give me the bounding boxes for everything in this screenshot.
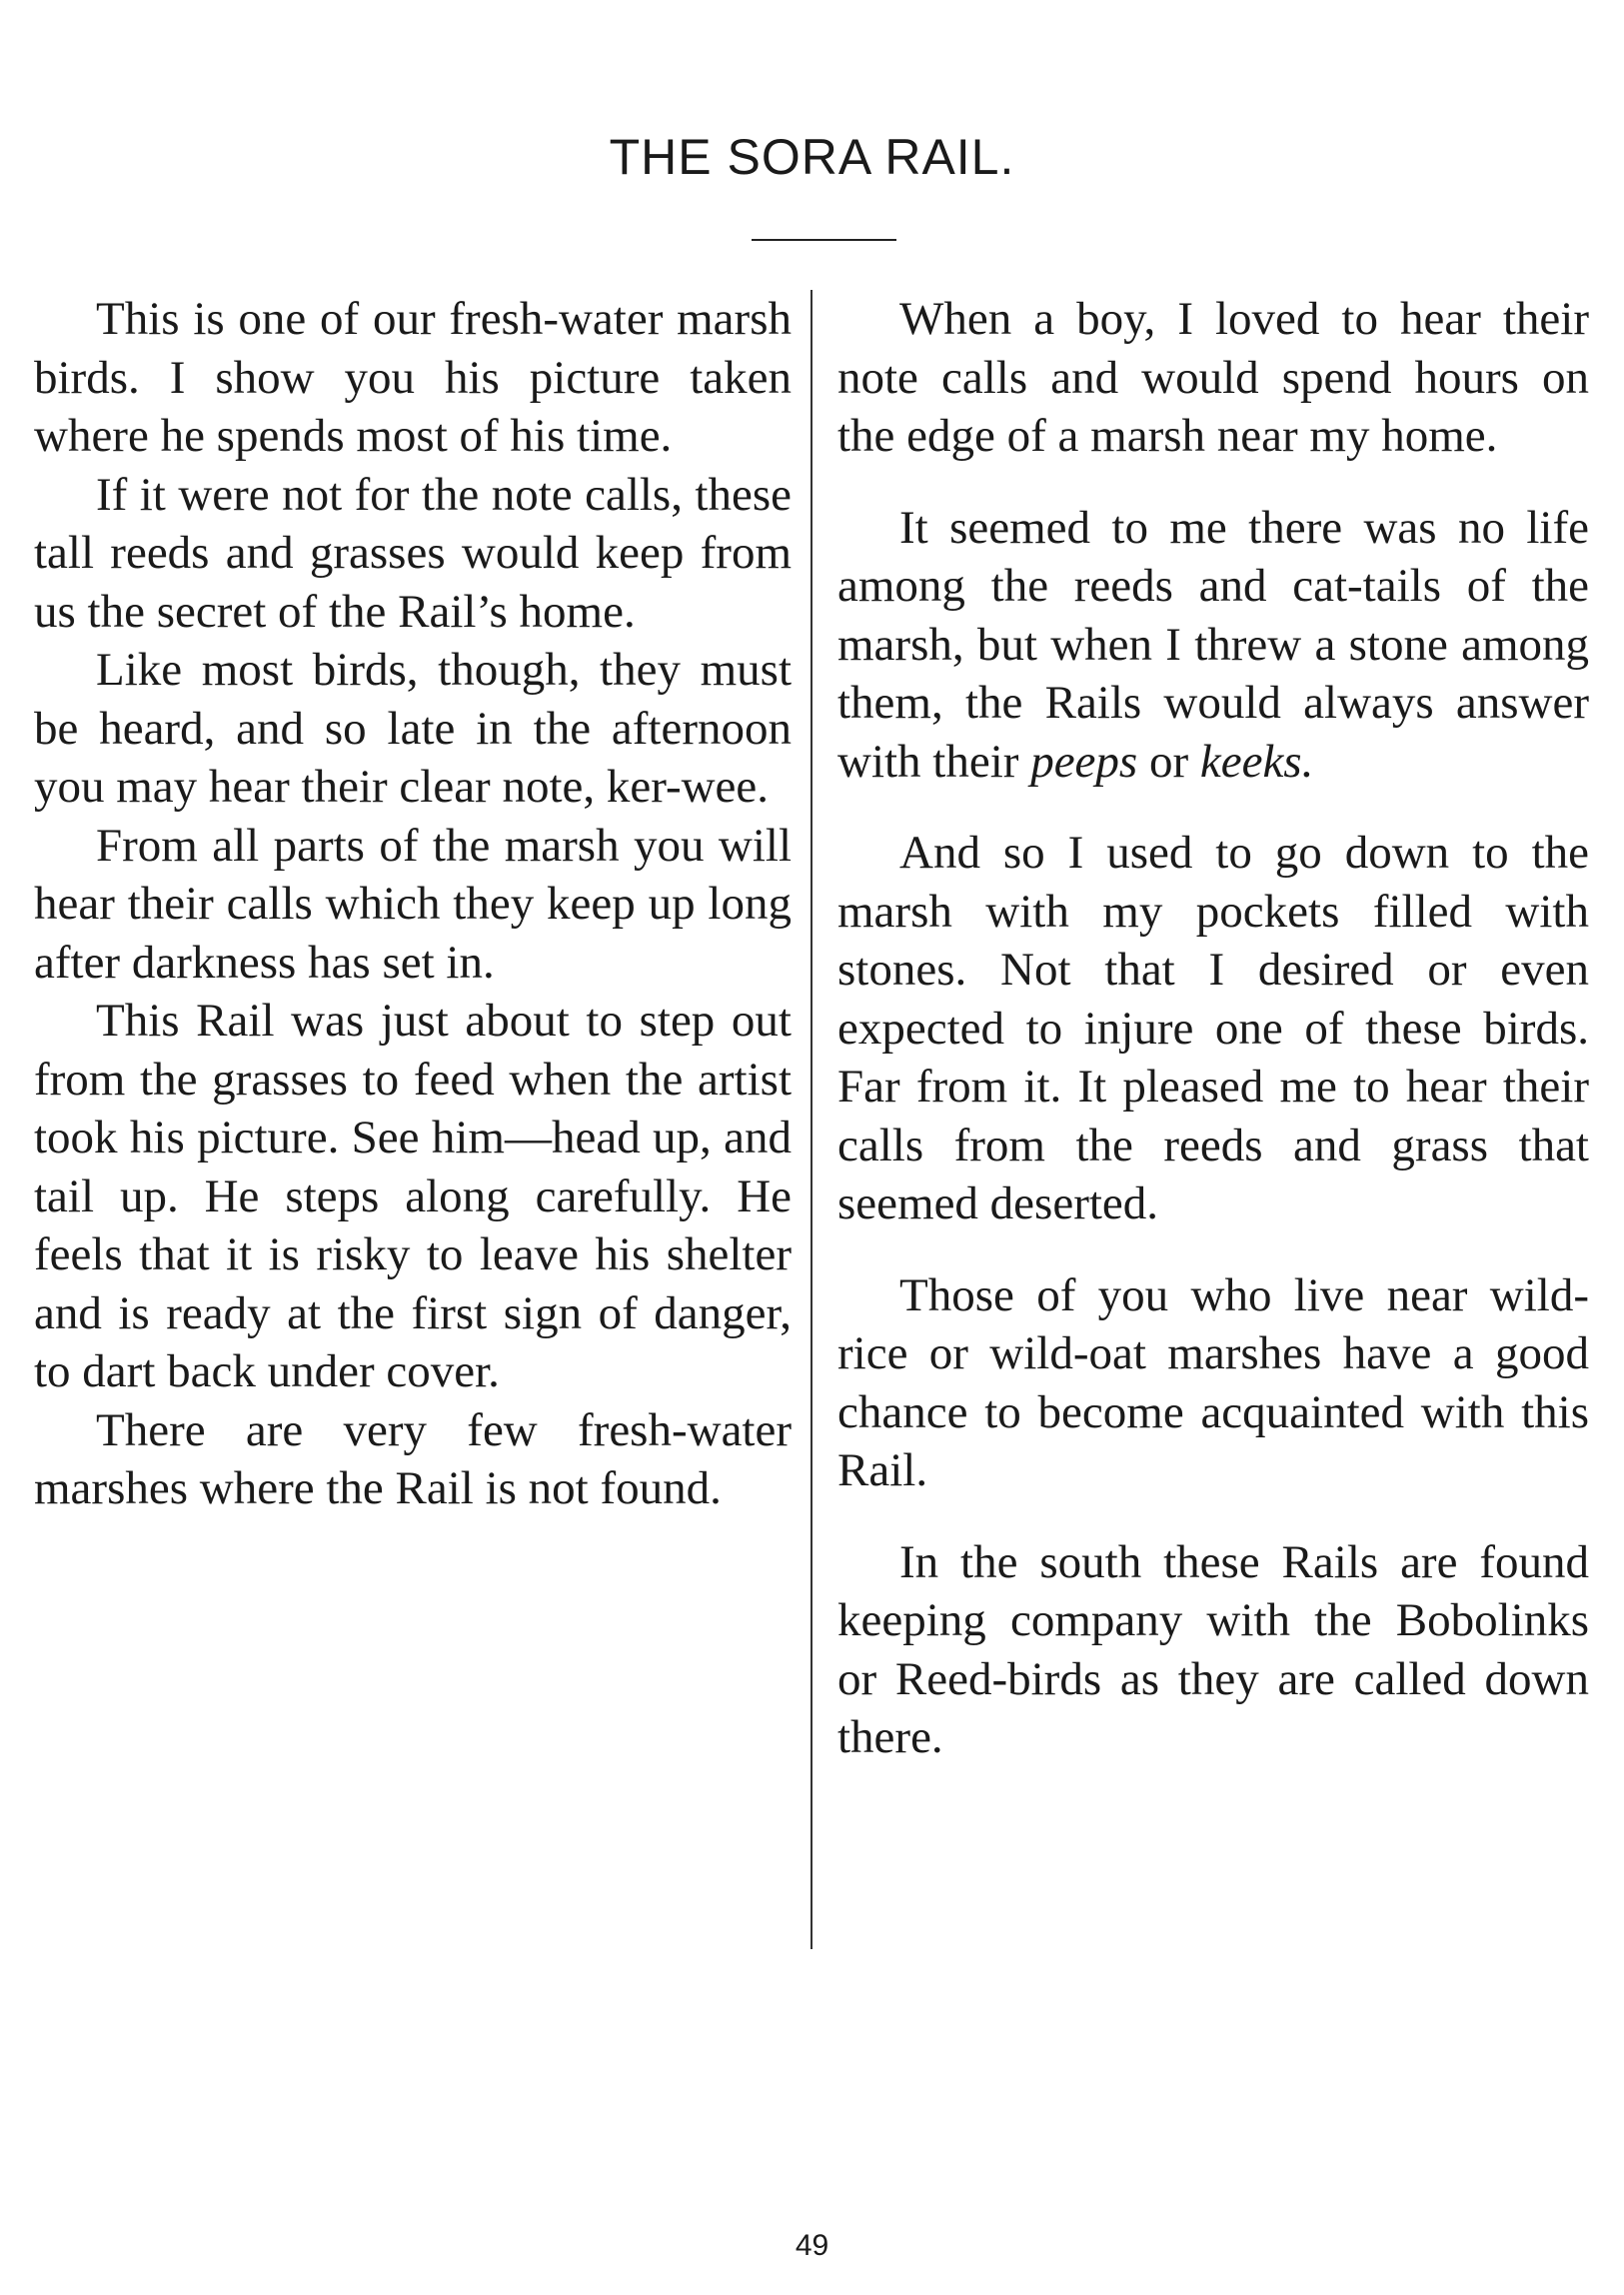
right-paragraph-2-or: or <box>1137 735 1200 788</box>
right-paragraph-2 <box>837 499 1589 792</box>
left-paragraph-5: This Rail was just about to step out from the grasses to feed when the artist took his picture. See him—head up, and tail up. He steps along carefully. He feels that it is risky to leave his shelter and is ready at the first sign of danger, to dart back under cover. <box>34 995 792 1397</box>
page-title: THE SORA RAIL. <box>609 129 1015 185</box>
left-column <box>34 290 792 1518</box>
keeks-italic: keeks. <box>1199 735 1314 788</box>
left-paragraph-2: If it were not for the note calls, these tall reeds and grasses would keep from us the secret of the Rail’s home. <box>34 468 792 638</box>
left-paragraph-4: From all parts of the marsh you will hear their calls which they keep up long after darkness has set in. <box>34 819 792 989</box>
column-divider <box>811 290 812 1949</box>
right-paragraph-5: In the south these Rails are found keeping company with the Bobolinks or Reed-birds as they are called down there. <box>837 1535 1589 1763</box>
right-paragraph-3: And so I used to go down to the marsh with my pockets filled with stones. Not that I desired or even expected to injure one of these birds. Far from it. It pleased me to hear their calls from the reeds and grass that seemed deserted. <box>837 827 1589 1229</box>
left-paragraph-1: This is one of our fresh-water marsh birds. I show you his picture taken where he spends most of his time. <box>34 293 792 462</box>
title-rule <box>752 239 896 241</box>
right-column <box>837 290 1589 1767</box>
right-paragraph-1: When a boy, I loved to hear their note calls and would spend hours on the edge of a marsh near my home. <box>837 293 1589 462</box>
right-paragraph-4: Those of you who live near wild-rice or wild-oat marshes have a good chance to become acquainted with this Rail. <box>837 1268 1589 1496</box>
left-paragraph-3: Like most birds, though, they must be heard, and so late in the afternoon you may hear their clear note, ker-wee. <box>34 644 792 813</box>
peeps-italic: peeps <box>1030 735 1138 788</box>
left-paragraph-6: There are very few fresh-water marshes where the Rail is not found. <box>34 1403 792 1514</box>
page-number: 49 <box>795 2229 829 2262</box>
right-paragraph-2-text: It seemed to me there was no life among the reeds and cat-tails of the marsh, but when I threw a stone among them, the Rails would always answer with their <box>837 501 1589 788</box>
